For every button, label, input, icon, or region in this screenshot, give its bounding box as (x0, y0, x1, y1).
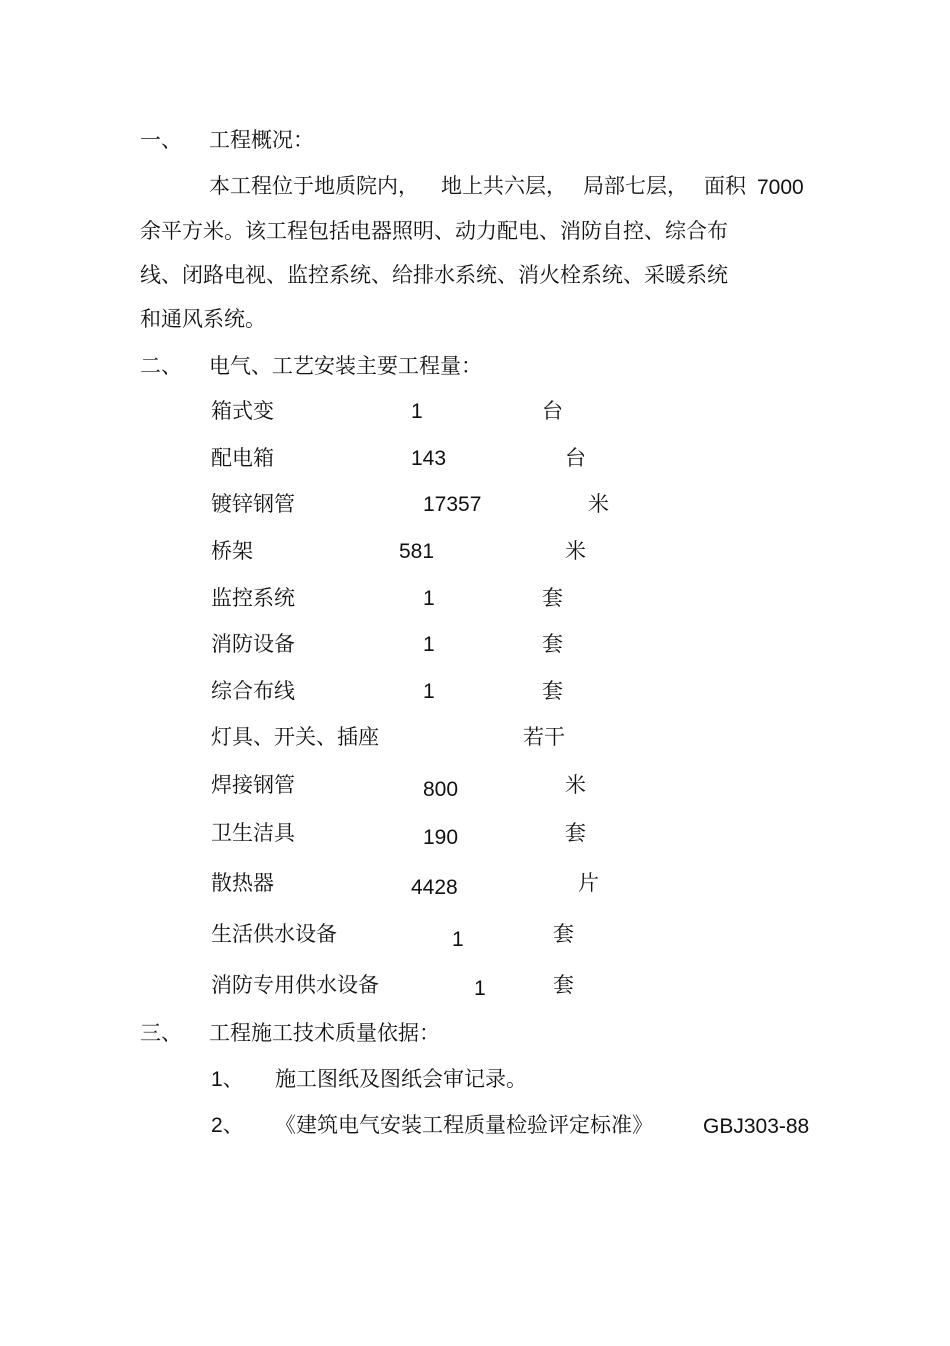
item-name: 镀锌钢管 (211, 492, 295, 516)
item-unit: 米 (565, 773, 586, 797)
paragraph-line-2: 余平方米。该工程包括电器照明、动力配电、消防自控、综合布 (140, 219, 728, 243)
item-name: 卫生洁具 (211, 821, 295, 845)
item-qty: 1 (452, 928, 464, 951)
section-1-marker: 一、 (140, 128, 182, 152)
section-3-marker: 三、 (140, 1021, 182, 1045)
section-3-title: 工程施工技术质量依据： (209, 1021, 440, 1045)
paragraph-line-1c: 局部七层， (583, 174, 688, 198)
item-qty: 800 (423, 778, 459, 801)
paragraph-area-value: 7000 (757, 176, 804, 199)
item-name: 焊接钢管 (211, 773, 295, 797)
item-unit: 套 (542, 679, 563, 703)
item-name: 散热器 (211, 871, 274, 895)
paragraph-line-3: 线、闭路电视、监控系统、给排水系统、消火栓系统、采暖系统 (140, 263, 728, 287)
basis-text: 施工图纸及图纸会审记录。 (275, 1067, 527, 1091)
item-name: 箱式变 (211, 399, 274, 423)
item-qty: 190 (423, 826, 459, 849)
item-name: 配电箱 (211, 446, 274, 470)
item-name: 消防设备 (211, 632, 295, 656)
item-qty: 1 (474, 977, 486, 1000)
item-unit: 片 (578, 871, 599, 895)
basis-text: 《建筑电气安装工程质量检验评定标准》 (275, 1113, 653, 1137)
item-name: 桥架 (211, 539, 253, 563)
item-unit: 套 (553, 973, 574, 997)
item-name: 灯具、开关、插座 (211, 725, 379, 749)
item-unit: 套 (542, 632, 563, 656)
item-unit: 米 (588, 492, 609, 516)
item-qty: 1 (423, 587, 435, 610)
item-unit: 米 (565, 539, 586, 563)
item-qty: 1 (411, 400, 423, 423)
paragraph-line-1a: 本工程位于地质院内， (209, 174, 419, 198)
item-qty: 17357 (423, 493, 482, 516)
paragraph-line-4: 和通风系统。 (140, 307, 266, 331)
section-1-title: 工程概况： (209, 128, 314, 152)
item-name: 监控系统 (211, 586, 295, 610)
item-qty: 4428 (411, 876, 458, 899)
item-unit: 台 (542, 399, 563, 423)
item-unit: 套 (565, 821, 586, 845)
section-2-marker: 二、 (140, 354, 182, 378)
item-qty: 1 (423, 633, 435, 656)
basis-number: 2、 (211, 1114, 244, 1137)
item-unit: 套 (542, 586, 563, 610)
paragraph-line-1d: 面积 (704, 174, 746, 198)
item-qty: 1 (423, 680, 435, 703)
item-name: 生活供水设备 (211, 922, 337, 946)
standard-code: GBJ303-88 (703, 1115, 810, 1138)
item-unit: 套 (553, 922, 574, 946)
item-qty: 143 (411, 447, 447, 470)
item-qty: 581 (399, 540, 435, 563)
item-name: 消防专用供水设备 (211, 973, 379, 997)
item-name: 综合布线 (211, 679, 295, 703)
item-unit: 台 (565, 446, 586, 470)
section-2-title: 电气、工艺安装主要工程量： (209, 354, 482, 378)
basis-number: 1、 (211, 1068, 244, 1091)
paragraph-line-1b: 地上共六层， (441, 174, 567, 198)
item-unit: 若干 (523, 725, 565, 749)
